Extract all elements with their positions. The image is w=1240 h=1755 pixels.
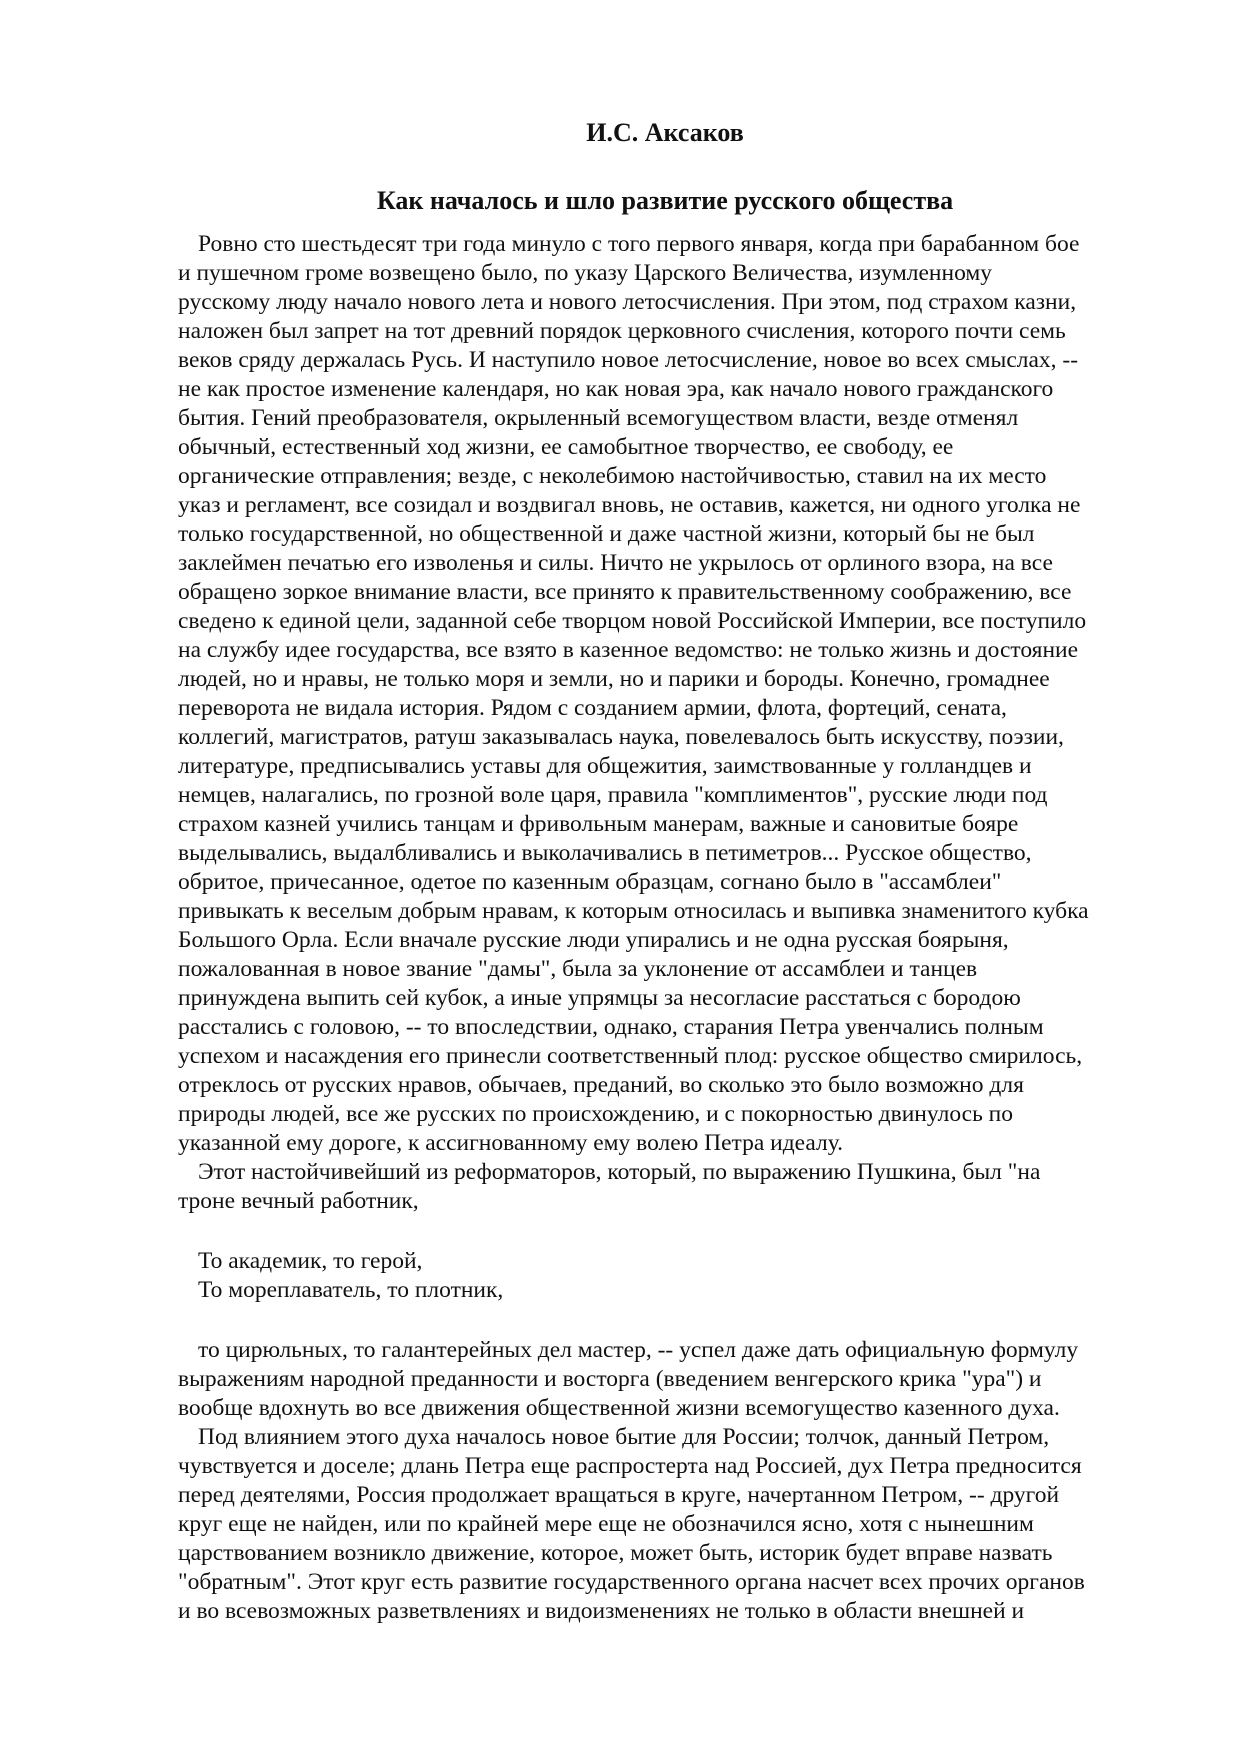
text-line: обычный, естественный ход жизни, ее самобытное творчество, ее свободу, ее — [178, 434, 954, 460]
text-line: расстались с головою, -- то впоследствии, однако, старания Петра увенчались полным — [178, 1014, 1044, 1040]
text-line: и во всевозможных разветвлениях и видоизменениях не только в области внешней и — [178, 1598, 1025, 1624]
text-line: коллегий, магистратов, ратуш заказывалась наука, повелевалось быть искусству, поэзии, — [178, 724, 1064, 750]
text-line: "обратным". Этот круг есть развитие государственного органа насчет всех прочих органов — [178, 1569, 1085, 1595]
text-line: не как простое изменение календаря, но как новая эра, как начало нового гражданского — [178, 376, 1054, 402]
text-line: пожалованная в новое звание "дамы", была за уклонение от ассамблеи и танцев — [178, 956, 978, 982]
text-line: только государственной, но общественной и даже частной жизни, который бы не был — [178, 521, 1035, 547]
author-heading: И.С. Аксаков — [586, 118, 744, 147]
verse-line: То академик, то герой, — [198, 1248, 423, 1274]
text-line: литературе, предписывались уставы для общежития, заимствованные у голландцев и — [178, 753, 1032, 779]
text-line: царствованием возникло движение, которое, может быть, историк будет вправе назвать — [178, 1540, 1053, 1566]
text-line: принуждена выпить сей кубок, а иные упрямцы за несогласие расстаться с бородою — [178, 985, 1021, 1011]
text-line: веков сряду держалась Русь. И наступило новое летосчисление, новое во всех смыслах, -- — [178, 347, 1079, 373]
paragraph-1 — [178, 230, 1158, 1158]
text-line: и пушечном громе возвещено было, по указу Царского Величества, изумленному — [178, 260, 992, 286]
verse-quote — [178, 1247, 1158, 1305]
text-line: обращено зоркое внимание власти, все принято к правительственному соображению, все — [178, 579, 1072, 605]
text-line: указ и регламент, все созидал и воздвигал вновь, не оставив, кажется, ни одного уголка не — [178, 492, 1081, 518]
text-line: Большого Орла. Если вначале русские люди упирались и не одна русская боярыня, — [178, 927, 1009, 953]
text-line: сведено к единой цели, заданной себе творцом новой Российской Империи, все поступило — [178, 608, 1087, 634]
text-line: троне вечный работник, — [178, 1188, 419, 1214]
text-line: людей, но и нравы, не только моря и земли, но и парики и бороды. Конечно, громаднее — [178, 666, 1050, 692]
text-line: то цирюльных, то галантерейных дел мастер, -- успел даже дать официальную формулу — [198, 1337, 1079, 1363]
verse-line: То мореплаватель, то плотник, — [198, 1277, 504, 1303]
text-line: чувствуется и доселе; длань Петра еще распростерта над Россией, дух Петра предносится — [178, 1453, 1082, 1479]
text-line: Этот настойчивейший из реформаторов, который, по выражению Пушкина, был "на — [198, 1159, 1041, 1185]
text-line: природы людей, все же русских по происхождению, и с покорностью двинулось по — [178, 1101, 1014, 1127]
text-line: переворота не видала история. Рядом с созданием армии, флота, фортеций, сената, — [178, 695, 1007, 721]
text-line: перед деятелями, Россия продолжает вращаться в круге, начертанном Петром, -- другой — [178, 1482, 1060, 1508]
text-line: привыкать к веселым добрым нравам, к которым относилась и выпивка знаменитого кубка — [178, 898, 1089, 924]
article-title: Как началось и шло развитие русского общества — [376, 186, 954, 215]
text-line: успехом и насаждения его принесли соответственный плод: русское общество смирилось, — [178, 1043, 1083, 1069]
text-line: выражениям народной преданности и восторга (введением венгерского крика "ура") и — [178, 1366, 1042, 1392]
text-line: органические отправления; везде, с неколебимою настойчивостью, ставил на их место — [178, 463, 1047, 489]
text-line: русскому люду начало нового лета и нового летосчисления. При этом, под страхом казни, — [178, 289, 1077, 315]
text-line: обритое, причесанное, одетое по казенным образцам, согнано было в "ассамблеи" — [178, 869, 1002, 895]
text-line: немцев, налагались, по грозной воле царя, правила "комплиментов", русские люди под — [178, 782, 1048, 808]
text-line: наложен был запрет на тот древний порядок церковного счисления, которого почти семь — [178, 318, 1066, 344]
text-line: выделывались, выдалбливались и выколачивались в петиметров... Русское общество, — [178, 840, 1032, 866]
paragraph-2 — [178, 1158, 1158, 1216]
text-line: круг еще не найден, или по крайней мере еще не обозначился ясно, хотя с нынешним — [178, 1511, 1034, 1537]
text-line: Ровно сто шестьдесят три года минуло с того первого января, когда при барабанном бое — [198, 231, 1080, 257]
paragraph-4 — [178, 1423, 1158, 1626]
paragraph-3 — [178, 1336, 1158, 1423]
text-line: заклеймен печатью его изволенья и силы. Ничто не укрылось от орлиного взора, на все — [178, 550, 1053, 576]
text-line: Под влиянием этого духа началось новое бытие для России; толчок, данный Петром, — [198, 1424, 1050, 1450]
text-line: вообще вдохнуть во все движения общественной жизни всемогущество казенного духа. — [178, 1395, 1060, 1421]
text-line: указанной ему дороге, к ассигнованному ему волею Петра идеалу. — [178, 1130, 844, 1156]
text-line: отреклось от русских нравов, обычаев, преданий, во сколько это было возможно для — [178, 1072, 1024, 1098]
text-line: на службу идее государства, все взято в казенное ведомство: не только жизнь и достояние — [178, 637, 1079, 663]
text-line: бытия. Гений преобразователя, окрыленный всемогуществом власти, везде отменял — [178, 405, 1019, 431]
text-line: страхом казней учились танцам и фривольным манерам, важные и сановитые бояре — [178, 811, 1019, 837]
